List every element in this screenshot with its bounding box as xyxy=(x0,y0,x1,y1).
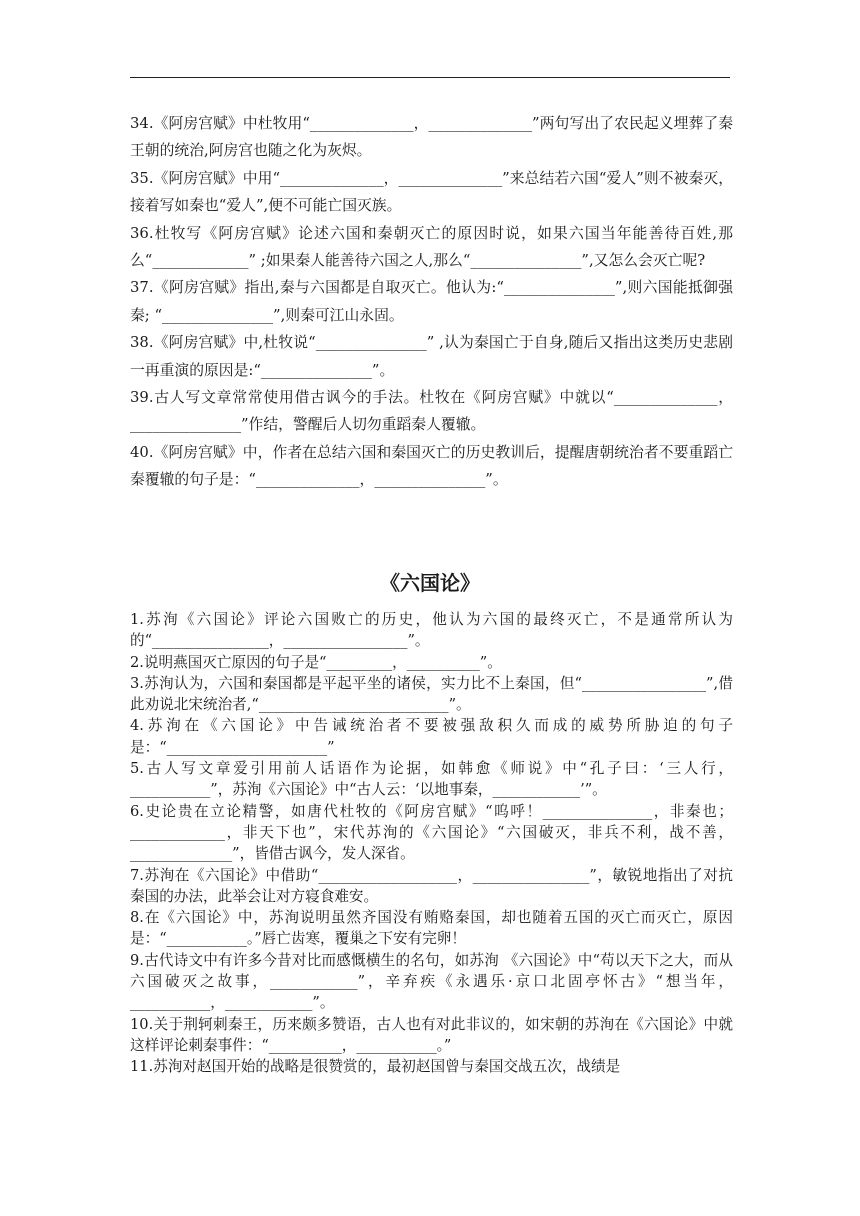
header-rule xyxy=(130,77,730,78)
question-8: 8.在《六国论》中，苏洵说明虽然齐国没有贿赂秦国，却也随着五国的灭亡而灭亡，原因是：“___________。”唇亡齿寒，覆巢之下安有完卵！ xyxy=(130,909,733,948)
question-36: 36.杜牧写《阿房宫赋》论述六国和秦朝灭亡的原因时说，如果六国当年能善待百姓,那么“_____________” ;如果秦人能善待六国之人,那么“_______________”,又怎么会灭亡呢? xyxy=(130,224,733,270)
question-6: 6.史论贵在立论精警，如唐代杜牧的《阿房宫赋》“呜呼！_______________，非秦也；_____________，非天下也”，宋代苏洵的《六国论》“六国破灭，非兵不利，战不善，______________”，皆借古讽今，发人深省。 xyxy=(130,802,733,863)
question-34: 34.《阿房宫赋》中杜牧用“______________，______________”两句写出了农民起义埋葬了秦王朝的统治,阿房宫也随之化为灰烬。 xyxy=(130,115,733,160)
question-40: 40.《阿房宫赋》中，作者在总结六国和秦国灭亡的历史教训后，提醒唐朝统治者不要重蹈亡秦覆辙的句子是：“______________，_______________”。 xyxy=(130,443,733,489)
question-9: 9.古代诗文中有许多今昔对比而感慨横生的名句，如苏洵 《六国论》中“苟以天下之大，而从六国破灭之故事，____________”，辛弃疾《永遇乐·京口北固亭怀古》“想当年，___________，____________”。 xyxy=(130,951,733,1012)
six-states-questions xyxy=(130,609,733,1078)
question-2: 2.说明燕国灭亡原因的句子是“_________，__________”。 xyxy=(130,653,502,671)
question-3: 3.苏洵认为，六国和秦国都是平起平坐的诸侯，实力比不上秦国，但“_________________”,借此劝说北宋统治者,“__________________________”。 xyxy=(130,674,733,714)
question-39: 39.古人写文章常常使用借古讽今的手法。杜牧在《阿房宫赋》中就以“______________，_______________”作结，警醒后人切勿重蹈秦人覆辙。 xyxy=(130,389,733,434)
question-7: 7.苏洵在《六国论》中借助“___________________，________________”，敏锐地指出了对抗秦国的办法，此举会让对方寝食难安。 xyxy=(130,866,733,905)
question-37: 37.《阿房宫赋》指出,秦与六国都是自取灭亡。他认为:“_______________”,则六国能抵御强秦; “_______________”,则秦可江山永固。 xyxy=(130,279,733,324)
question-5: 5.古人写文章爱引用前人话语作为论据，如韩愈《师说》中“孔子曰：‘三人行，___________”，苏洵《六国论》中“古人云：‘以地事秦，____________’”。 xyxy=(130,760,733,799)
epang-palace-questions xyxy=(130,110,733,494)
question-11: 11.苏洵对赵国开始的战略是很赞赏的，最初赵国曾与秦国交战五次，战绩是 xyxy=(130,1058,621,1076)
question-38: 38.《阿房宫赋》中,杜牧说“_______________” ,认为秦国亡于自身,随后又指出这类历史悲剧一再重演的原因是:“_______________”。 xyxy=(130,334,733,379)
question-4: 4.苏洵在《六国论》中告诫统治者不要被强敌积久而成的威势所胁迫的句子是：“______________________” xyxy=(130,717,733,756)
section-title: 《六国论》 xyxy=(380,571,480,595)
question-10: 10.关于荆轲刺秦王，历来颇多赞语，古人也有对此非议的，如宋朝的苏洵在《六国论》中就这样评论刺秦事件：“__________，___________。” xyxy=(130,1015,733,1054)
question-1: 1.苏洵《六国论》评论六国败亡的历史，他认为六国的最终灭亡，不是通常所认为的“________________，_________________”。 xyxy=(130,611,733,650)
question-35: 35.《阿房宫赋》中用“______________，______________”来总结若六国“爱人”则不被秦灭，接着写如秦也“爱人”,便不可能亡国灭族。 xyxy=(130,169,733,215)
